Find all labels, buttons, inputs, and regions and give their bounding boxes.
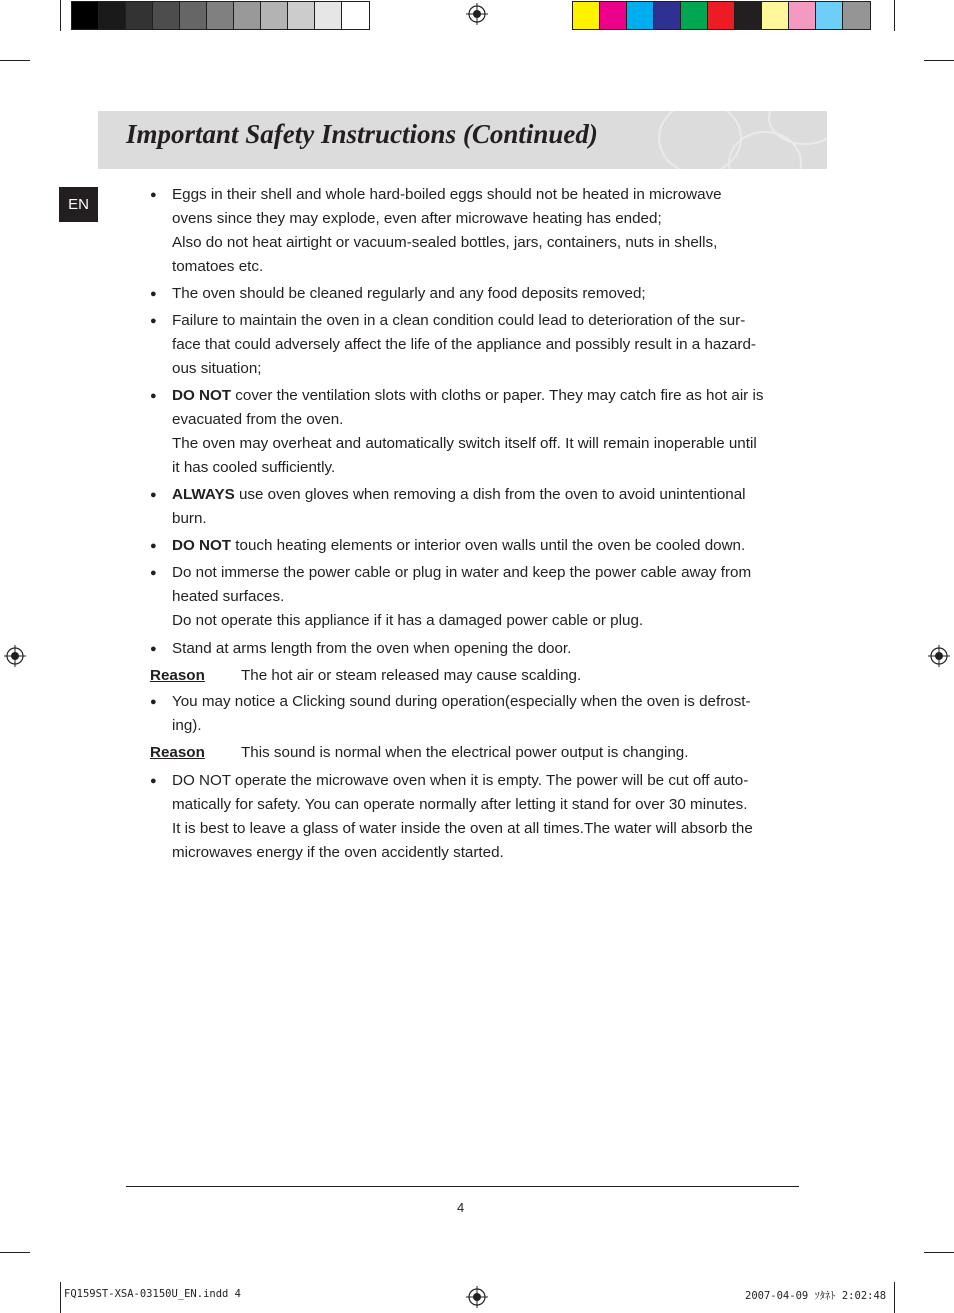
emphasis-text: ALWAYS (172, 486, 235, 503)
crop-mark (0, 1252, 30, 1253)
bullet-line: DO NOT operate the microwave oven when it is empty. The power will be cut off auto- (172, 772, 749, 789)
process-swatch (735, 2, 762, 29)
process-swatch (708, 2, 735, 29)
slug-date-info: 2007-04-09 ｿﾀﾈﾄ 2:02:48 (745, 1290, 887, 1302)
bullet-icon: ● (150, 390, 157, 402)
process-swatch (600, 2, 627, 29)
bullet-icon: ● (150, 643, 157, 655)
grayscale-swatch (72, 2, 99, 29)
process-color-bar (572, 1, 871, 30)
bullet-line: burn. (172, 510, 207, 527)
bullet-icon: ● (150, 775, 157, 787)
bullet-icon: ● (150, 567, 157, 579)
reason-text: The hot air or steam released may cause scalding. (241, 667, 582, 684)
bullet-line: Eggs in their shell and whole hard-boiled eggs should not be heated in microwave (172, 186, 722, 203)
grayscale-swatch (99, 2, 126, 29)
bullet-item (150, 183, 805, 279)
bullet-item (150, 637, 805, 661)
bullet-item (150, 483, 805, 531)
reason-note (150, 664, 581, 688)
section-header (98, 111, 827, 169)
bullet-line: Also do not heat airtight or vacuum-sealed bottles, jars, containers, nuts in shells, (172, 234, 718, 251)
process-swatch (627, 2, 654, 29)
process-swatch (843, 2, 870, 29)
bullet-line: ALWAYS use oven gloves when removing a dish from the oven to avoid unintentional (172, 486, 746, 503)
bullet-item (150, 384, 805, 480)
grayscale-swatch (342, 2, 369, 29)
crop-mark (0, 60, 30, 61)
slug-file-info: FQ159ST-XSA-03150U_EN.indd 4 (64, 1288, 242, 1300)
process-swatch (573, 2, 600, 29)
bullet-line: You may notice a Clicking sound during operation(especially when the oven is defrost- (172, 693, 751, 710)
crop-mark (60, 1282, 61, 1313)
grayscale-swatch (207, 2, 234, 29)
bullet-line: matically for safety. You can operate normally after letting it stand for over 30 minutes. (172, 796, 748, 813)
process-swatch (762, 2, 789, 29)
registration-mark-icon (4, 645, 26, 667)
bullet-item (150, 561, 805, 633)
bullet-item (150, 769, 805, 865)
grayscale-swatch (288, 2, 315, 29)
bullet-line: it has cooled sufficiently. (172, 459, 336, 476)
registration-mark-icon (928, 645, 950, 667)
bullet-line: microwaves energy if the oven accidently started. (172, 844, 504, 861)
bullet-line: ing). (172, 717, 202, 734)
grayscale-swatch (261, 2, 288, 29)
grayscale-swatch (180, 2, 207, 29)
bullet-line: Failure to maintain the oven in a clean condition could lead to deterioration of the sur- (172, 312, 746, 329)
bullet-line: face that could adversely affect the life of the appliance and possibly result in a hazard- (172, 336, 756, 353)
process-swatch (654, 2, 681, 29)
registration-mark-icon (466, 3, 488, 25)
page-title: Important Safety Instructions (Continued) (126, 119, 598, 149)
bullet-icon: ● (150, 189, 157, 201)
process-swatch (816, 2, 843, 29)
bullet-line: ous situation; (172, 360, 262, 377)
bullet-line: evacuated from the oven. (172, 411, 344, 428)
bullet-item (150, 534, 805, 558)
grayscale-color-bar (71, 1, 370, 30)
crop-mark (924, 60, 954, 61)
process-swatch (681, 2, 708, 29)
registration-mark-icon (466, 1286, 488, 1308)
bullet-line: DO NOT cover the ventilation slots with cloths or paper. They may catch fire as hot air is (172, 387, 764, 404)
grayscale-swatch (234, 2, 261, 29)
bullet-line: DO NOT touch heating elements or interior oven walls until the oven be cooled down. (172, 537, 746, 554)
bullet-icon: ● (150, 288, 157, 300)
bullet-line: Stand at arms length from the oven when opening the door. (172, 640, 572, 657)
bullet-icon: ● (150, 489, 157, 501)
reason-note (150, 741, 688, 765)
bullet-line: Do not immerse the power cable or plug in water and keep the power cable away from (172, 564, 752, 581)
emphasis-text: DO NOT (172, 387, 232, 404)
process-swatch (789, 2, 816, 29)
crop-mark (60, 0, 61, 31)
bullet-item (150, 282, 805, 306)
language-tab: EN (59, 187, 98, 222)
bullet-line: The oven should be cleaned regularly and any food deposits removed; (172, 285, 646, 302)
emphasis-text: DO NOT (172, 537, 232, 554)
grayscale-swatch (315, 2, 342, 29)
bullet-line: It is best to leave a glass of water inside the oven at all times.The water will absorb the (172, 820, 753, 837)
bullet-line: heated surfaces. (172, 588, 285, 605)
reason-label: Reason (150, 744, 205, 761)
page-number: 4 (457, 1200, 465, 1215)
bullet-line: The oven may overheat and automatically switch itself off. It will remain inoperable until (172, 435, 757, 452)
crop-mark (894, 1282, 895, 1313)
bullet-line: tomatoes etc. (172, 258, 264, 275)
bullet-item (150, 690, 805, 738)
bullet-icon: ● (150, 315, 157, 327)
reason-label: Reason (150, 667, 205, 684)
crop-mark (924, 1252, 954, 1253)
grayscale-swatch (126, 2, 153, 29)
bullet-line: ovens since they may explode, even after microwave heating has ended; (172, 210, 662, 227)
bullet-icon: ● (150, 696, 157, 708)
reason-text: This sound is normal when the electrical power output is changing. (241, 744, 689, 761)
crop-mark (894, 0, 895, 31)
bullet-line: Do not operate this appliance if it has a damaged power cable or plug. (172, 612, 644, 629)
bullet-item (150, 309, 805, 381)
footer-divider (126, 1186, 799, 1187)
bullet-icon: ● (150, 540, 157, 552)
grayscale-swatch (153, 2, 180, 29)
